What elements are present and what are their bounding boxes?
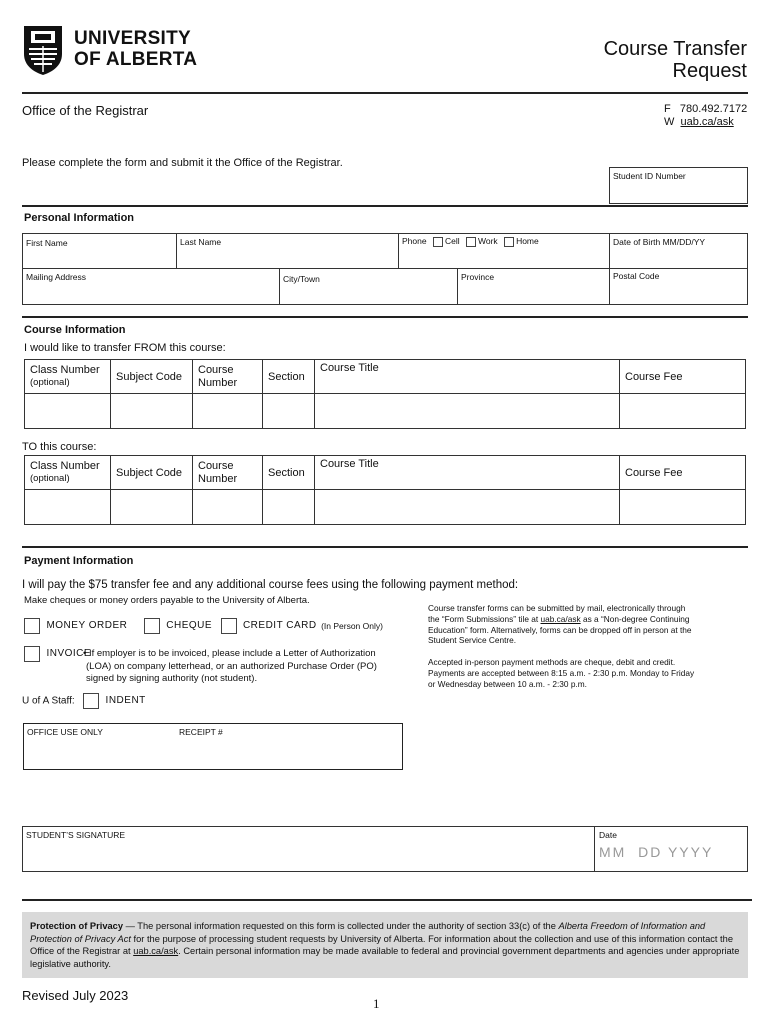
course-number-input[interactable] <box>193 394 263 429</box>
privacy-text-1: — The personal information requested on this form is collected under the authority of section 33(c) of the <box>123 921 559 931</box>
web-label: W <box>664 116 675 128</box>
office-name: Office of the Registrar <box>22 103 149 118</box>
course-fee-header: Course Fee <box>620 360 746 394</box>
fax-label: F <box>664 103 671 115</box>
privacy-text-2: for the purpose of processing student requests by University of Alberta. For information about the collection and use of this information contact the Office of the Registrar at <box>30 933 733 956</box>
date-placeholder: MM DD YYYY <box>599 844 714 860</box>
class-number-header: Class Number (optional) <box>25 360 111 394</box>
university-name-line1: UNIVERSITY <box>74 28 192 49</box>
cheque-label: CHEQUE <box>166 620 213 632</box>
phone-field[interactable] <box>398 233 610 269</box>
mailing-address-field[interactable] <box>22 268 280 305</box>
intro-text: Please complete the form and submit it the Office of the Registrar. <box>22 157 343 169</box>
to-course-text: TO this course: <box>22 441 97 453</box>
section-input[interactable] <box>263 490 315 525</box>
course-title-header: Course Title <box>315 360 620 394</box>
province-field[interactable] <box>457 268 610 305</box>
phone-label: Phone <box>402 236 427 246</box>
course-title-header: Course Title <box>315 456 620 490</box>
cheques-note: Make cheques or money orders payable to the University of Alberta. <box>24 595 310 606</box>
work-label: Work <box>478 236 498 246</box>
last-name-field[interactable] <box>176 233 399 269</box>
payment-divider <box>22 546 748 548</box>
university-logo <box>22 24 222 76</box>
personal-divider <box>22 205 748 207</box>
table-row <box>25 394 746 429</box>
payment-info-title: Payment Information <box>24 555 134 567</box>
student-id-label: Student ID Number <box>613 171 686 181</box>
office-use-box <box>23 723 403 770</box>
work-checkbox[interactable] <box>466 237 476 247</box>
home-checkbox[interactable] <box>504 237 514 247</box>
class-number-input[interactable] <box>25 490 111 525</box>
personal-info-title: Personal Information <box>24 212 135 224</box>
last-name-label: Last Name <box>180 237 222 247</box>
student-id-field[interactable] <box>609 167 748 204</box>
dob-field[interactable] <box>609 233 748 269</box>
payment-intro: I will pay the $75 transfer fee and any additional course fees using the following payment method: <box>22 579 519 591</box>
privacy-text-3: . Certain personal information may be made available to federal and provincial government departments and agencies under appropriate legislative authority. <box>30 946 740 969</box>
invoice-row <box>24 645 91 663</box>
indent-label: INDENT <box>105 695 146 707</box>
signature-label: STUDENT’S SIGNATURE <box>26 830 126 840</box>
in-person-note: (In Person Only) <box>321 620 383 631</box>
date-field[interactable] <box>594 826 748 872</box>
course-number-header: Course Number <box>193 360 263 394</box>
city-label: City/Town <box>283 274 320 284</box>
receipt-label: RECEIPT # <box>179 727 223 737</box>
table-header-row <box>25 456 746 490</box>
invoice-note: • If employer is to be invoiced, please include a Letter of Authorization (LOA) on company letterhead, or an authorized Purchase Order (PO) signed by signing authority (not student). <box>83 648 377 684</box>
subject-code-header: Subject Code <box>111 360 193 394</box>
privacy-notice <box>22 912 748 978</box>
credit-card-checkbox[interactable] <box>221 618 237 634</box>
course-title-input[interactable] <box>315 394 620 429</box>
table-header-row <box>25 360 746 394</box>
staff-label: U of A Staff: <box>22 695 75 707</box>
staff-row <box>22 692 146 710</box>
date-label: Date <box>599 830 617 840</box>
section-header: Section <box>263 456 315 490</box>
course-number-input[interactable] <box>193 490 263 525</box>
first-name-field[interactable] <box>22 233 177 269</box>
shield-crest-icon <box>22 24 64 76</box>
submission-link[interactable]: uab.ca/ask <box>540 613 581 624</box>
course-fee-input[interactable] <box>620 490 746 525</box>
course-number-header: Course Number <box>193 456 263 490</box>
class-number-input[interactable] <box>25 394 111 429</box>
privacy-act-name: Alberta Freedom of Information and Protection of Privacy Act <box>30 921 706 944</box>
payment-options-row <box>24 617 383 635</box>
subject-code-header: Subject Code <box>111 456 193 490</box>
course-fee-header: Course Fee <box>620 456 746 490</box>
web-link[interactable]: uab.ca/ask <box>680 116 734 128</box>
invoice-checkbox[interactable] <box>24 646 40 662</box>
postal-code-field[interactable] <box>609 268 748 305</box>
first-name-label: First Name <box>26 238 68 248</box>
page-number: 1 <box>373 996 380 1011</box>
course-divider <box>22 316 748 318</box>
section-header: Section <box>263 360 315 394</box>
mailing-address-label: Mailing Address <box>26 272 87 282</box>
revised-date: Revised July 2023 <box>22 988 129 1003</box>
credit-card-label: CREDIT CARD <box>242 620 317 632</box>
dob-label: Date of Birth MM/DD/YY <box>613 237 706 247</box>
from-course-text: I would like to transfer FROM this course: <box>24 342 226 354</box>
submission-note: Course transfer forms can be submitted by mail, electronically through the “Form Submissions” tile at uab.ca/ask as a “Non-degree Continuing Education” form. Alternatively, forms can be dropped off in person at the Student Service Centre. Accepted in-person payment methods are cheque, debit and credit. Payments are accepted between 8:15 a.m. - 2:30 p.m. Monday to Friday or Wednesday between 10 a.m. - 2:30 p.m. <box>428 603 695 689</box>
home-label: Home <box>516 236 539 246</box>
indent-checkbox[interactable] <box>83 693 99 709</box>
course-info-title: Course Information <box>24 324 126 336</box>
money-order-label: MONEY ORDER <box>46 620 128 632</box>
subject-code-input[interactable] <box>111 394 193 429</box>
contact-block <box>664 103 754 129</box>
signature-field[interactable] <box>22 826 595 872</box>
privacy-link[interactable]: uab.ca/ask <box>133 946 179 956</box>
privacy-bold: Protection of Privacy <box>30 921 123 931</box>
cheque-checkbox[interactable] <box>144 618 160 634</box>
from-course-table <box>24 359 746 429</box>
invoice-label: INVOICE <box>46 648 92 660</box>
university-name-line2: OF ALBERTA <box>74 49 198 70</box>
class-number-header: Class Number (optional) <box>25 456 111 490</box>
course-title-input[interactable] <box>315 490 620 525</box>
to-course-table <box>24 455 746 525</box>
subject-code-input[interactable] <box>111 490 193 525</box>
money-order-checkbox[interactable] <box>24 618 40 634</box>
province-label: Province <box>461 272 495 282</box>
city-field[interactable] <box>279 268 458 305</box>
course-fee-input[interactable] <box>620 394 746 429</box>
phone-group <box>402 236 539 247</box>
table-row <box>25 490 746 525</box>
privacy-divider <box>22 899 752 901</box>
cell-checkbox[interactable] <box>433 237 443 247</box>
fax-number: 780.492.7172 <box>679 103 748 115</box>
office-use-label: OFFICE USE ONLY <box>27 727 103 737</box>
postal-code-label: Postal Code <box>613 271 660 281</box>
header-divider <box>22 92 748 94</box>
cell-label: Cell <box>444 236 460 246</box>
form-title-line1: Course Transfer <box>603 38 747 60</box>
form-title-line2: Request <box>672 60 747 82</box>
section-input[interactable] <box>263 394 315 429</box>
